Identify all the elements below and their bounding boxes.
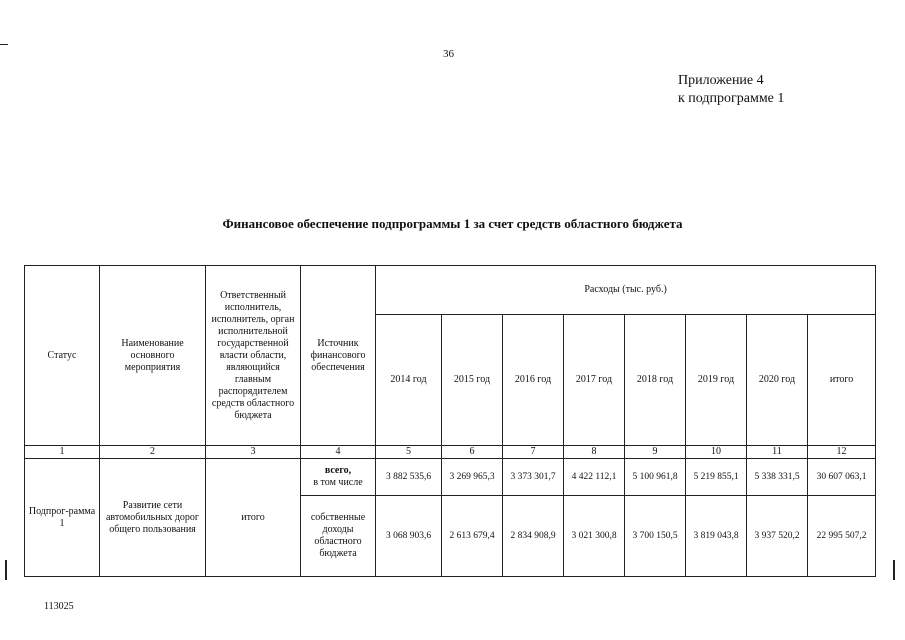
scan-edge-mark bbox=[893, 560, 895, 580]
cell-activity: Развитие сети автомобильных дорог общего пользования bbox=[100, 459, 206, 577]
header-expenses: Расходы (тыс. руб.) bbox=[376, 266, 876, 315]
header-year: 2015 год bbox=[442, 315, 503, 446]
column-number-row bbox=[25, 446, 876, 459]
cell-executor: итого bbox=[206, 459, 301, 577]
header-year: 2014 год bbox=[376, 315, 442, 446]
header-year: 2017 год bbox=[564, 315, 625, 446]
source-bold: всего, bbox=[324, 465, 352, 476]
source-rest: собственные доходы областного бюджета bbox=[310, 512, 366, 559]
cell-value: 3 068 903,6 bbox=[376, 496, 442, 577]
cell-value: 5 219 855,1 bbox=[686, 459, 747, 496]
cell-value: 5 100 961,8 bbox=[625, 459, 686, 496]
source-rest: в том числе bbox=[313, 477, 363, 488]
appendix-line-2: к подпрограмме 1 bbox=[678, 91, 785, 106]
cell-source bbox=[301, 496, 376, 577]
header-year: 2018 год bbox=[625, 315, 686, 446]
cell-value: 3 021 300,8 bbox=[564, 496, 625, 577]
cell-status: Подпрог-рамма 1 bbox=[25, 459, 100, 577]
column-number: 9 bbox=[625, 446, 686, 459]
cell-value: 3 882 535,6 bbox=[376, 459, 442, 496]
column-number: 12 bbox=[808, 446, 876, 459]
column-number: 8 bbox=[564, 446, 625, 459]
header-executor: Ответственный исполнитель, исполнитель, орган исполнительной государственной власти области, являющийся главным распорядителем средств областного бюджета bbox=[206, 266, 301, 446]
scan-edge-mark bbox=[5, 560, 7, 580]
cell-source bbox=[301, 459, 376, 496]
cell-value: 3 700 150,5 bbox=[625, 496, 686, 577]
cell-value: 30 607 063,1 bbox=[808, 459, 876, 496]
column-number: 7 bbox=[503, 446, 564, 459]
column-number: 6 bbox=[442, 446, 503, 459]
document-title: Финансовое обеспечение подпрограммы 1 за счет средств областного бюджета bbox=[222, 216, 683, 231]
page-number: 36 bbox=[443, 48, 454, 60]
header-name: Наименование основного мероприятия bbox=[100, 266, 206, 446]
column-number: 1 bbox=[25, 446, 100, 459]
cell-value: 3 373 301,7 bbox=[503, 459, 564, 496]
column-number: 2 bbox=[100, 446, 206, 459]
column-number: 5 bbox=[376, 446, 442, 459]
appendix-label bbox=[678, 72, 784, 108]
table-row-total bbox=[25, 459, 876, 496]
header-source: Источник финансового обеспечения bbox=[301, 266, 376, 446]
column-number: 4 bbox=[301, 446, 376, 459]
appendix-line-1: Приложение 4 bbox=[678, 73, 764, 88]
cell-value: 5 338 331,5 bbox=[747, 459, 808, 496]
header-row-1 bbox=[25, 266, 876, 315]
header-year: 2019 год bbox=[686, 315, 747, 446]
header-total: итого bbox=[808, 315, 876, 446]
cell-value: 4 422 112,1 bbox=[564, 459, 625, 496]
cell-value: 22 995 507,2 bbox=[808, 496, 876, 577]
scan-edge-mark bbox=[0, 44, 8, 45]
financing-table bbox=[24, 265, 876, 577]
cell-value: 3 937 520,2 bbox=[747, 496, 808, 577]
cell-value: 3 269 965,3 bbox=[442, 459, 503, 496]
cell-value: 2 834 908,9 bbox=[503, 496, 564, 577]
cell-value: 3 819 043,8 bbox=[686, 496, 747, 577]
column-number: 11 bbox=[747, 446, 808, 459]
cell-value: 2 613 679,4 bbox=[442, 496, 503, 577]
column-number: 10 bbox=[686, 446, 747, 459]
footer-code: 113025 bbox=[44, 601, 74, 612]
header-year: 2016 год bbox=[503, 315, 564, 446]
header-status: Статус bbox=[25, 266, 100, 446]
column-number: 3 bbox=[206, 446, 301, 459]
header-year: 2020 год bbox=[747, 315, 808, 446]
